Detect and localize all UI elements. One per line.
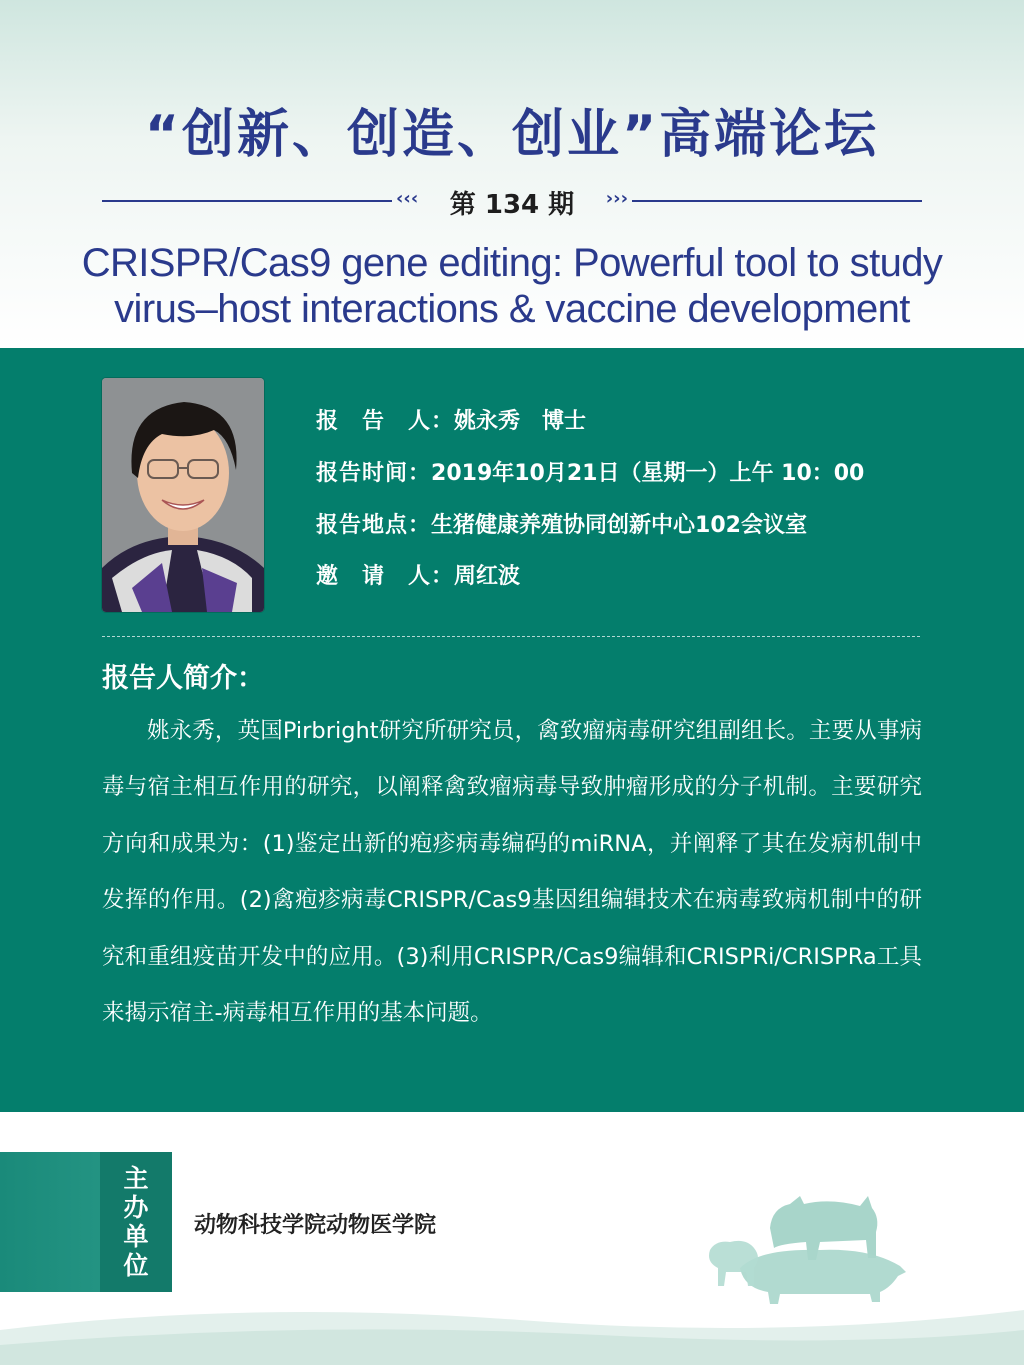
place-value: 生猪健康养殖协同创新中心102会议室 — [431, 513, 807, 538]
organizer-label-char: 位 — [123, 1251, 149, 1280]
chevron-right-icon: ››› — [605, 188, 628, 209]
section-divider — [102, 636, 920, 637]
host-label: 邀 请 人： — [316, 564, 455, 589]
issue-row — [102, 184, 922, 218]
time-value: 2019年10月21日（星期一）上午 10：00 — [431, 461, 865, 486]
organizer-label-char: 主 — [123, 1164, 149, 1193]
organizer-label — [100, 1164, 172, 1280]
time-line — [316, 456, 864, 487]
speaker-portrait-icon — [102, 378, 264, 612]
talk-title-line-2: virus–host interactions & vaccine development — [114, 287, 910, 331]
bio-heading: 报告人简介： — [102, 663, 264, 694]
host-value: 周红波 — [454, 564, 521, 589]
speaker-value: 姚永秀 博士 — [454, 409, 587, 434]
bio-paragraph: 姚永秀，英国Pirbright研究所研究员，禽致瘤病毒研究组副组长。主要从事病毒与宿主相互作用的研究，以阐释禽致瘤病毒导致肿瘤形成的分子机制。主要研究方向和成果为：(1)鉴定出新的疱疹病毒编码的miRNA，并阐释了其在发病机制中发挥的作用。(2)禽疱疹病毒CRISPR/Cas9基因组编辑技术在病毒致病机制中的研究和重组疫苗开发中的应用。(3)利用CRISPR/Cas9编辑和CRISPRi/CRISPRa工具来揭示宿主-病毒相互作用的基本问题。 — [102, 718, 922, 1027]
farm-animals-icon — [700, 1188, 920, 1308]
talk-title — [0, 240, 1024, 332]
speaker-label: 报 告 人： — [316, 409, 455, 434]
speaker-photo — [102, 378, 264, 612]
organizer-name: 动物科技学院动物医学院 — [194, 1213, 437, 1238]
place-label: 报告地点： — [316, 513, 432, 538]
time-label: 报告时间： — [316, 461, 432, 486]
organizer-label-char: 单 — [123, 1222, 149, 1251]
organizer-label-char: 办 — [123, 1193, 149, 1222]
place-line — [316, 508, 807, 539]
forum-title: “创新、创造、创业”高端论坛 — [144, 105, 880, 165]
host-line — [316, 559, 520, 590]
bio-body — [102, 703, 922, 1041]
chevron-left-icon: ‹‹‹ — [396, 188, 419, 209]
speaker-line — [316, 404, 586, 435]
issue-divider-right — [632, 200, 922, 202]
issue-number: 第 134 期 — [449, 190, 575, 220]
talk-title-line-1: CRISPR/Cas9 gene editing: Powerful tool to study — [81, 241, 943, 285]
